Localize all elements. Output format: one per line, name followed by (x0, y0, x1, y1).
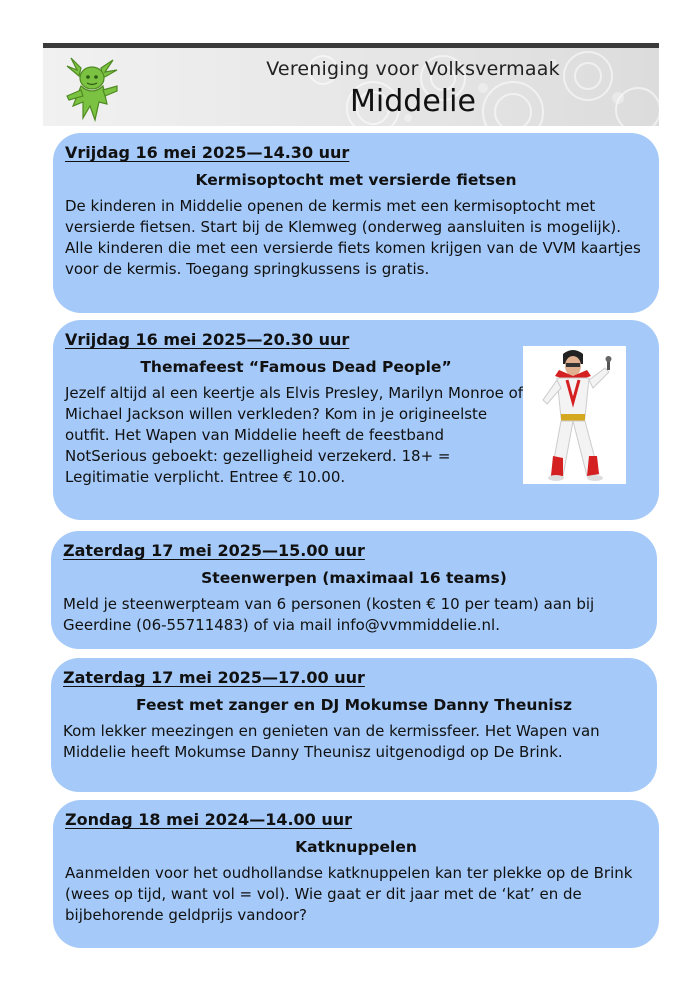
event-description: Jezelf altijd al een keertje als Elvis Presley, Marilyn Monroe of Michael Jackson willen verkleden? Kom in je origineelste outfit. Het Wapen van Middelie heeft de feestband NotSerious geboekt: gezelligheid verzekerd. 18+ = Legitimatie verplicht. Entree € 10.00. (65, 384, 524, 486)
event-card (53, 133, 659, 313)
event-date: Vrijdag 16 mei 2025—20.30 uur (65, 330, 350, 349)
event-date: Zaterdag 17 mei 2025—15.00 uur (63, 541, 365, 560)
organization-name: Vereniging voor Volksvermaak (266, 58, 560, 80)
event-text-column (65, 330, 527, 488)
event-description: De kinderen in Middelie openen de kermis met een kermisoptocht met versierde fietsen. Start bij de Klemweg (onderweg aansluiten is mogelijk). Alle kinderen die met een versierde fiets komen krijgen van de VVM kaartjes voor de kermis. Toegang springkussens is gratis. (65, 197, 641, 278)
event-description: Kom lekker meezingen en genieten van de kermissfeer. Het Wapen van Middelie heeft Mokumse Danny Theunisz uitgenodigd op De Brink. (63, 722, 600, 761)
event-description: Aanmelden voor het oudhollandse katknuppelen kan ter plekke op de Brink (wees op tijd, want vol = vol). Wie gaat er dit jaar met de ‘kat’ en de bijbehorende geldprijs vandoor? (65, 864, 633, 924)
header-banner (43, 43, 659, 126)
event-card (51, 531, 657, 649)
event-date: Zaterdag 17 mei 2025—17.00 uur (63, 668, 365, 687)
village-name: Middelie (350, 84, 476, 119)
jester-logo-icon (63, 56, 121, 122)
elvis-costume-image (523, 346, 626, 484)
event-title: Katknuppelen (295, 838, 417, 856)
event-date: Zondag 18 mei 2024—14.00 uur (65, 810, 353, 829)
event-card (53, 320, 659, 520)
event-title: Steenwerpen (maximaal 16 teams) (201, 569, 507, 587)
event-title: Kermisoptocht met versierde fietsen (195, 171, 517, 189)
event-title: Feest met zanger en DJ Mokumse Danny Theunisz (136, 696, 572, 714)
event-card (53, 800, 659, 948)
event-title: Themafeest “Famous Dead People” (140, 358, 452, 376)
event-date: Vrijdag 16 mei 2025—14.30 uur (65, 143, 350, 162)
event-card (51, 658, 657, 792)
event-description: Meld je steenwerpteam van 6 personen (kosten € 10 per team) aan bij Geerdine (06-55711483) of via mail info@vvmmiddelie.nl. (63, 595, 595, 634)
